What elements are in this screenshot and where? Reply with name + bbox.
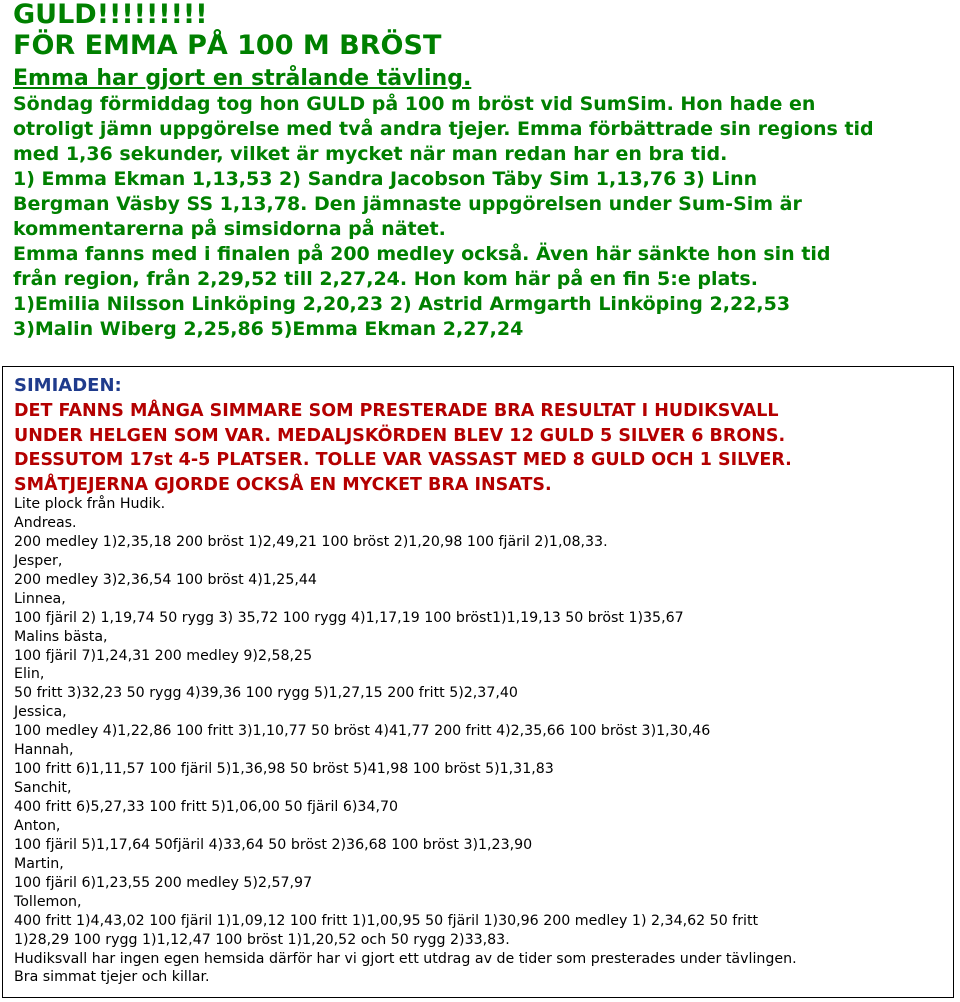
results-line: Hannah, — [14, 742, 74, 759]
article-line: Söndag förmiddag tog hon GULD på 100 m bröst vid SumSim. Hon hade en — [13, 93, 816, 115]
headline-tagline: Emma har gjort en strålande tävling. — [13, 66, 472, 91]
summary-line: UNDER HELGEN SOM VAR. MEDALJSKÖRDEN BLEV 12 GULD 5 SILVER 6 BRONS. — [14, 425, 786, 446]
headline-guld: GULD!!!!!!!!! — [13, 0, 208, 30]
results-line: 50 fritt 3)32,23 50 rygg 4)39,36 100 rygg 5)1,27,15 200 fritt 5)2,37,40 — [14, 685, 518, 702]
results-line: 200 medley 3)2,36,54 100 bröst 4)1,25,44 — [14, 571, 317, 588]
summary-line: DET FANNS MÅNGA SIMMARE SOM PRESTERADE BRA RESULTAT I HUDIKSVALL — [14, 401, 779, 421]
article-line: från region, från 2,29,52 till 2,27,24. Hon kom här på en fin 5:e plats. — [13, 268, 758, 290]
article-body — [13, 92, 874, 342]
results-line: Hudiksvall har ingen egen hemsida därför har vi gjort ett utdrag av de tider som presterades under tävlingen. — [14, 950, 797, 967]
results-line: Bra simmat tjejer och killar. — [14, 969, 210, 986]
article-line: med 1,36 sekunder, vilket är mycket när man redan har en bra tid. — [13, 143, 728, 165]
results-line: 100 fjäril 6)1,23,55 200 medley 5)2,57,97 — [14, 874, 313, 891]
results-line: 100 fritt 6)1,11,57 100 fjäril 5)1,36,98 50 bröst 5)41,98 100 bröst 5)1,31,83 — [14, 761, 554, 778]
results-line: 100 fjäril 5)1,17,64 50fjäril 4)33,64 50 bröst 2)36,68 100 bröst 3)1,23,90 — [14, 836, 533, 853]
results-line: 100 fjäril 7)1,24,31 200 medley 9)2,58,25 — [14, 647, 313, 664]
results-line: Jesper, — [14, 552, 63, 569]
simiaden-summary — [14, 399, 792, 497]
article-line: kommentarerna på simsidorna på nätet. — [13, 218, 446, 240]
article-line: 3)Malin Wiberg 2,25,86 5)Emma Ekman 2,27,24 — [13, 318, 524, 340]
summary-line: DESSUTOM 17st 4-5 PLATSER. TOLLE VAR VASSAST MED 8 GULD OCH 1 SILVER. — [14, 450, 792, 470]
simiaden-box — [2, 366, 954, 998]
results-line: Martin, — [14, 855, 64, 872]
results-line: 400 fritt 1)4,43,02 100 fjäril 1)1,09,12 100 fritt 1)1,00,95 50 fjäril 1)30,96 200 medley 1) 2,34,62 50 fritt — [14, 912, 759, 929]
results-line: 400 fritt 6)5,27,33 100 fritt 5)1,06,00 50 fjäril 6)34,70 — [14, 799, 399, 815]
results-line: Sanchit, — [14, 780, 72, 797]
results-line: Jessica, — [14, 704, 67, 721]
results-line: Anton, — [14, 817, 61, 834]
results-line: Linnea, — [14, 590, 66, 607]
article-line: otroligt jämn uppgörelse med två andra tjejer. Emma förbättrade sin regions tid — [13, 118, 874, 140]
summary-line: SMÅTJEJERNA GJORDE OCKSÅ EN MYCKET BRA INSATS. — [14, 474, 552, 495]
simiaden-heading: SIMIADEN: — [14, 375, 122, 396]
results-line: Lite plock från Hudik. — [14, 496, 166, 512]
results-line: Andreas. — [14, 514, 77, 531]
results-line: 1)28,29 100 rygg 1)1,12,47 100 bröst 1)1,20,52 och 50 rygg 2)33,83. — [14, 931, 510, 948]
simiaden-results — [14, 495, 797, 987]
headline-subtitle: FÖR EMMA PÅ 100 M BRÖST — [13, 30, 442, 61]
results-line: 200 medley 1)2,35,18 200 bröst 1)2,49,21 100 bröst 2)1,20,98 100 fjäril 2)1,08,33. — [14, 533, 608, 550]
article-line: Bergman Väsby SS 1,13,78. Den jämnaste uppgörelsen under Sum-Sim är — [13, 193, 802, 215]
article-line: 1) Emma Ekman 1,13,53 2) Sandra Jacobson Täby Sim 1,13,76 3) Linn — [13, 168, 758, 190]
results-line: 100 medley 4)1,22,86 100 fritt 3)1,10,77 50 bröst 4)41,77 200 fritt 4)2,35,66 100 bröst 3)1,30,46 — [14, 723, 711, 740]
article-line: 1)Emilia Nilsson Linköping 2,20,23 2) Astrid Armgarth Linköping 2,22,53 — [13, 293, 791, 315]
results-line: 100 fjäril 2) 1,19,74 50 rygg 3) 35,72 100 rygg 4)1,17,19 100 bröst1)1,19,13 50 bröst 1)35,67 — [14, 609, 684, 626]
results-line: Elin, — [14, 666, 45, 683]
results-line: Tollemon, — [14, 893, 82, 910]
article-line: Emma fanns med i finalen på 200 medley också. Även här sänkte hon sin tid — [13, 243, 831, 265]
results-line: Malins bästa, — [14, 628, 108, 645]
